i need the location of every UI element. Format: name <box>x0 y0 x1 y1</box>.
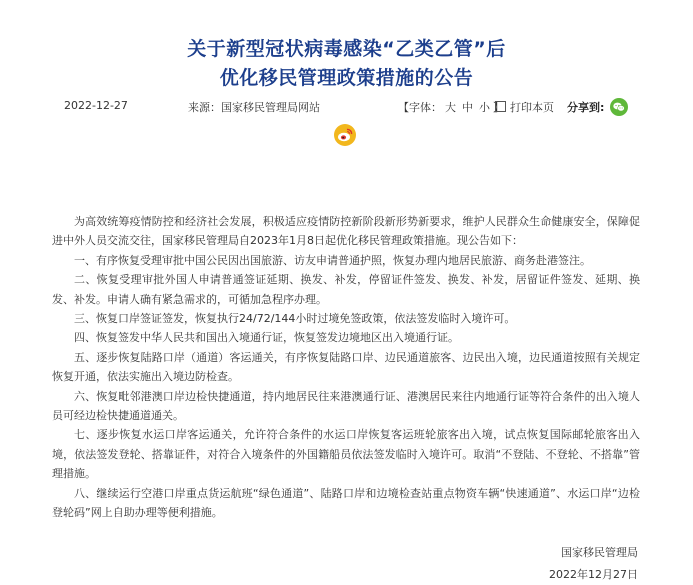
font-size-control <box>398 99 504 115</box>
signature-org: 国家移民管理局 <box>561 546 638 559</box>
font-size-label-close: 】 <box>493 101 504 114</box>
print-button[interactable] <box>495 99 554 115</box>
weibo-icon[interactable] <box>334 124 356 146</box>
page-title-line-2: 优化移民管理政策措施的公告 <box>219 67 474 89</box>
print-label: 打印本页 <box>510 101 554 114</box>
share-label: 分享到: <box>567 101 605 114</box>
source-label: 来源：国家移民管理局网站 <box>188 101 320 114</box>
font-size-large-link[interactable]: 大 <box>445 101 456 114</box>
font-size-label: 【字体： <box>398 101 442 114</box>
signature-date: 2022年12月27日 <box>549 568 638 581</box>
printer-icon <box>495 101 506 112</box>
paragraph-item-5: 五、逐步恢复陆路口岸（通道）客运通关，有序恢复陆路口岸、边民通道旅客、边民出入境，边民通道按照有关规定恢复开通，依法实施出入境边防检查。 <box>52 350 640 384</box>
font-size-small-link[interactable]: 小 <box>479 101 490 114</box>
font-size-medium-link[interactable]: 中 <box>462 101 473 114</box>
paragraph-item-7: 七、逐步恢复水运口岸客运通关，允许符合条件的水运口岸恢复客运班轮旅客出入境，试点恢复国际邮轮旅客出入境，依法签发登轮、搭靠证件，对符合入境条件的外国籍船员依法签发临时入境许可。取消“不登陆、不登轮、不搭靠”管理措施。 <box>52 428 640 481</box>
paragraph-item-1: 一、有序恢复受理审批中国公民因出国旅游、访友申请普通护照，恢复办理内地居民旅游、商务赴港签注。 <box>74 253 591 267</box>
wechat-icon[interactable] <box>610 98 628 116</box>
article-body <box>52 212 640 523</box>
paragraph-item-4: 四、恢复签发中华人民共和国出入境通行证，恢复签发边境地区出入境通行证。 <box>74 331 459 345</box>
paragraph-item-8: 八、继续运行空港口岸重点货运航班“绿色通道”、陆路口岸和边境检查站重点物资车辆“快速通道”、水运口岸“边检登轮码”网上自助办理等便利措施。 <box>52 486 640 520</box>
page-title-line-1: 关于新型冠状病毒感染“乙类乙管”后 <box>187 38 506 60</box>
paragraph-intro: 为高效统筹疫情防控和经济社会发展，积极适应疫情防控新阶段新形势新要求，维护人民群众生命健康安全，保障促进中外人员交流交往，国家移民管理局自2023年1月8日起优化移民管理政策措施。现公告如下： <box>52 215 640 248</box>
paragraph-item-3: 三、恢复口岸签证签发，恢复执行24/72/144小时过境免签政策，依法签发临时入境许可。 <box>74 312 516 326</box>
paragraph-item-6: 六、恢复毗邻港澳口岸边检快捷通道，持内地居民往来港澳通行证、港澳居民来往内地通行证等符合条件的出入境人员可经边检快捷通道通关。 <box>52 389 640 423</box>
publish-date: 2022-12-27 <box>64 99 128 112</box>
paragraph-item-2: 二、恢复受理审批外国人申请普通签证延期、换发、补发，停留证件签发、换发、补发，居留证件签发、延期、换发、补发。申请人确有紧急需求的，可循加急程序办理。 <box>52 273 640 306</box>
